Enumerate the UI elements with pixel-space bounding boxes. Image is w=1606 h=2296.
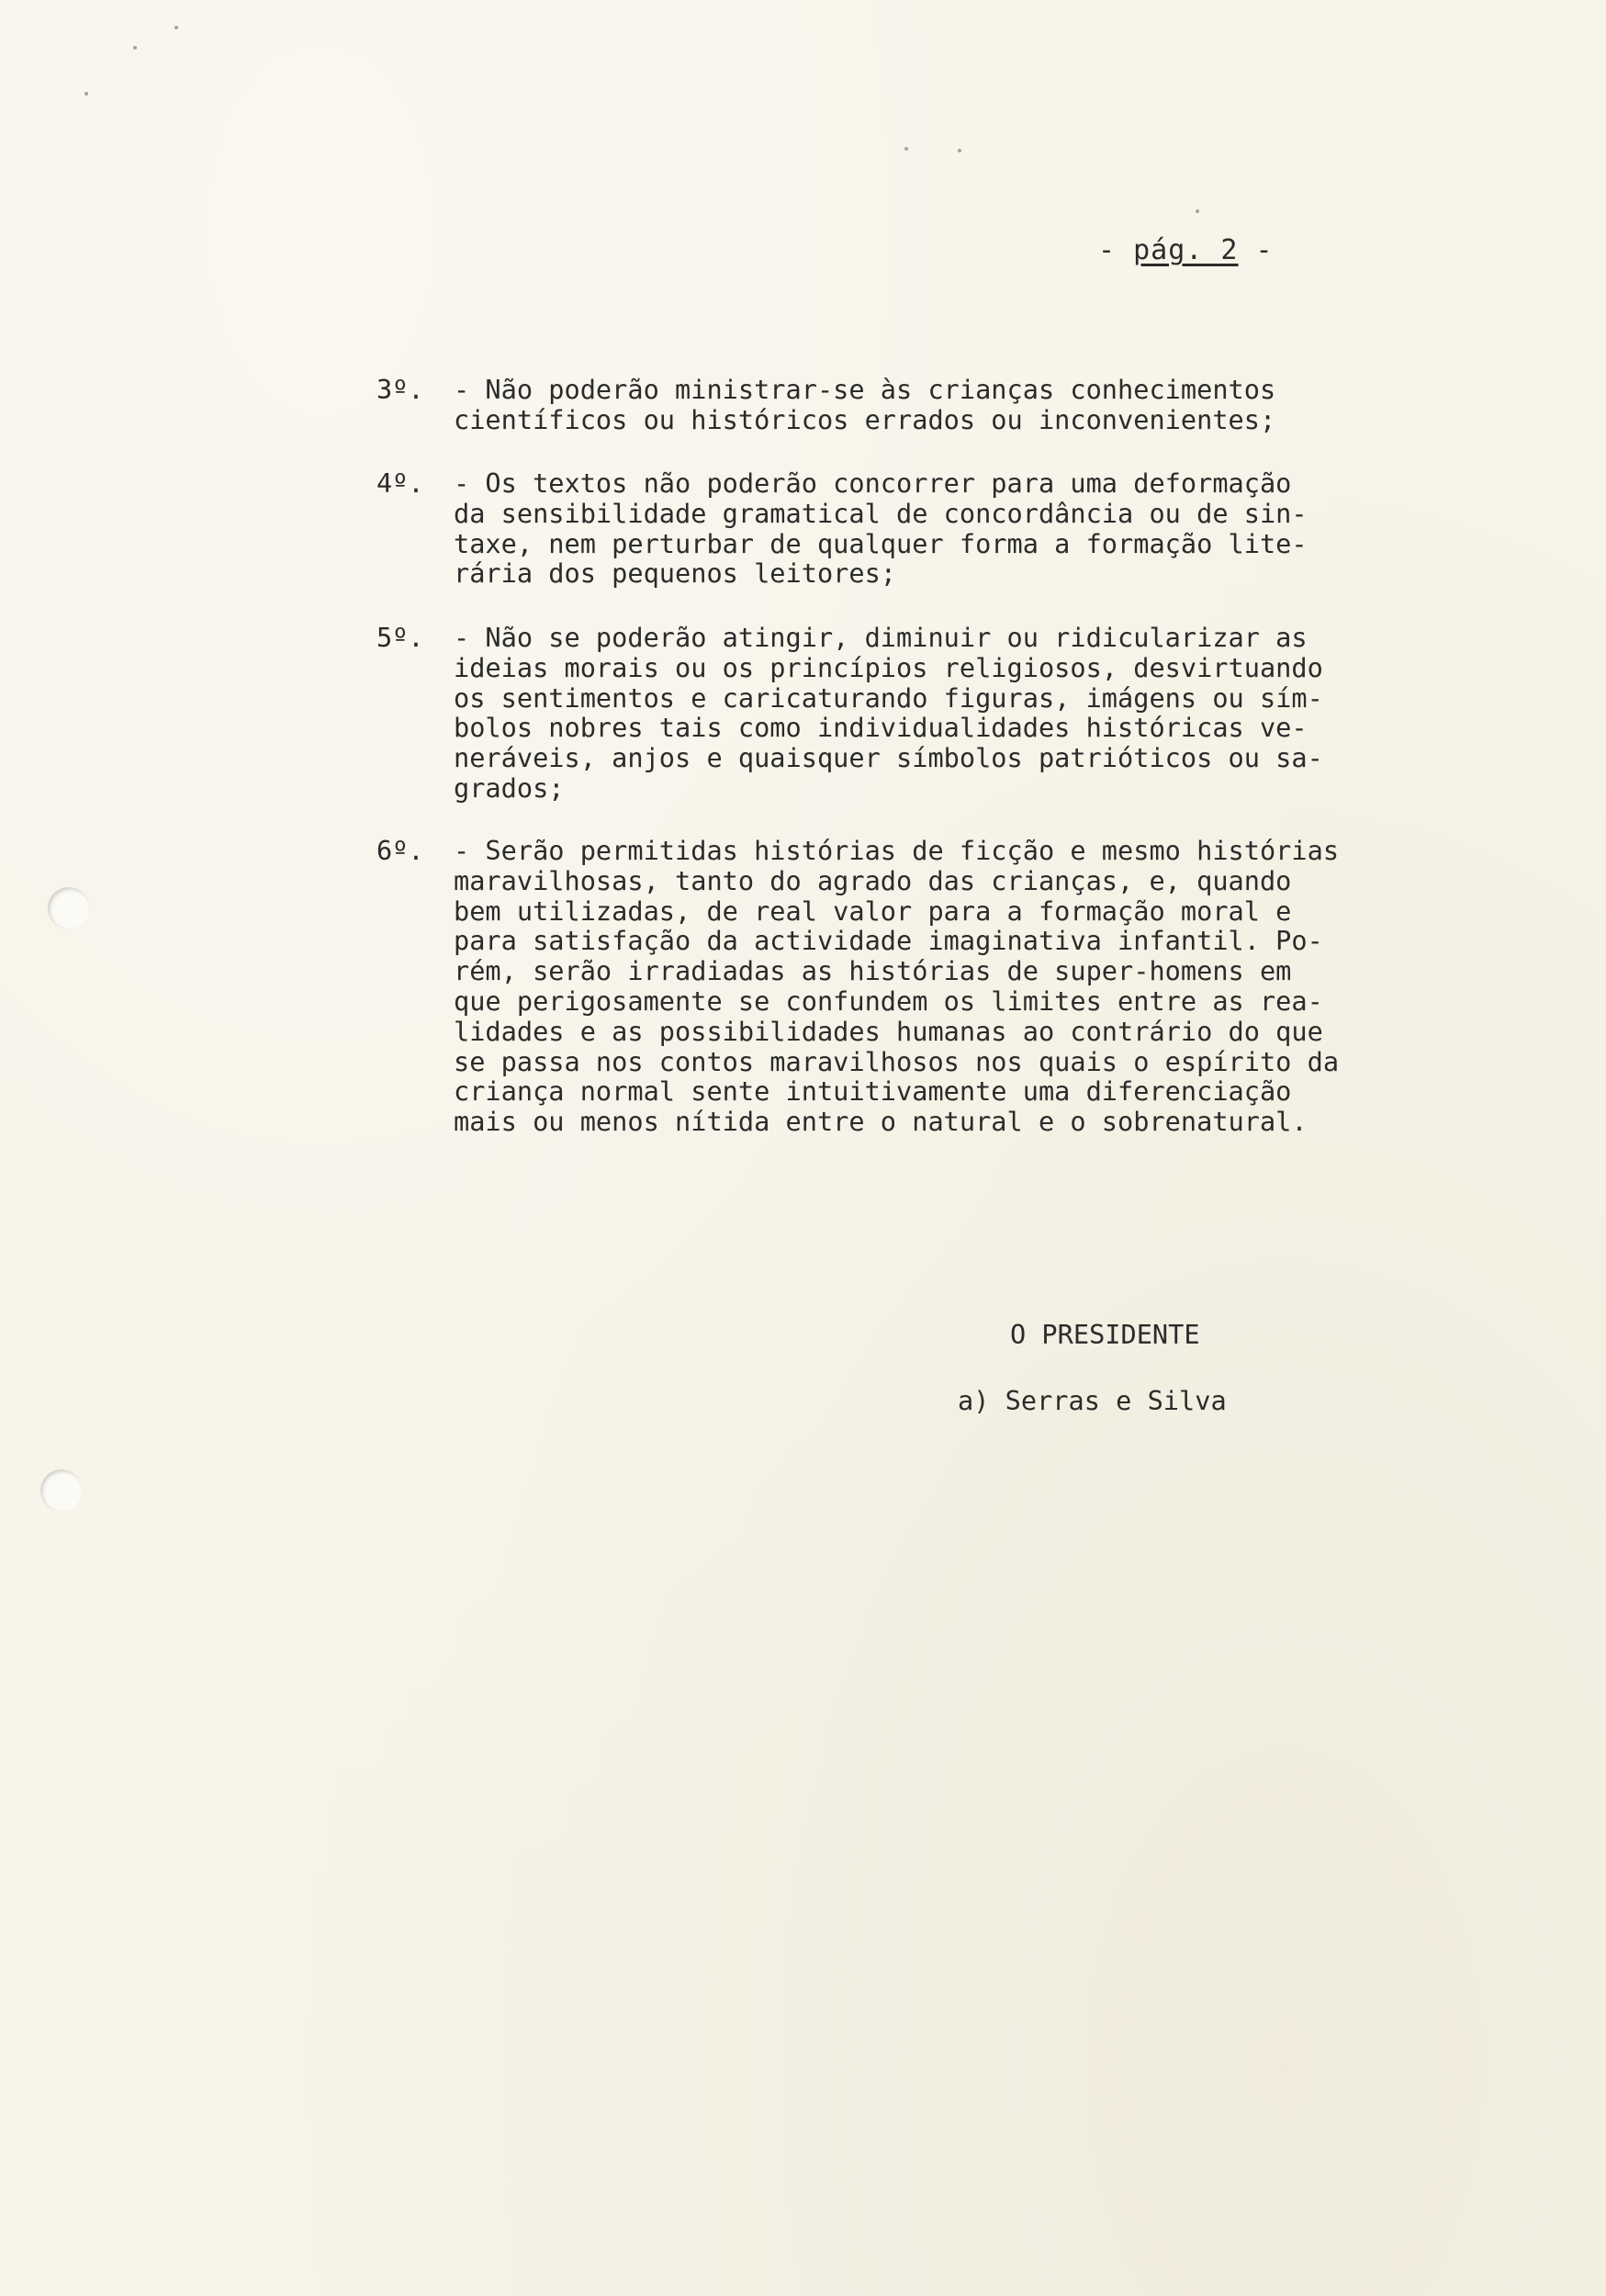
clause-number: 4º. <box>376 467 424 499</box>
clause-line: grados; <box>454 771 565 804</box>
clause-line: rária dos pequenos leitores; <box>454 557 897 590</box>
signature-title: O PRESIDENTE <box>1010 1319 1200 1350</box>
clause-line: - Serão permitidas histórias de ficção e mesmo histórias <box>454 835 1340 866</box>
clause-line: lidades e as possibilidades humanas ao contrário do que <box>454 1015 1323 1047</box>
clause-line: rém, serão irradiadas as histórias de super-homens em <box>454 955 1292 987</box>
clause-line: que perigosamente se confundem os limites entre as rea- <box>454 985 1323 1017</box>
clause-line: neráveis, anjos e quaisquer símbolos patrióticos ou sa- <box>454 742 1323 774</box>
clause-number: 5º. <box>376 622 424 653</box>
clause-line: da sensibilidade gramatical de concordância ou de sin- <box>454 497 1308 529</box>
punch-hole-top <box>48 887 90 929</box>
clause-line: ideias morais ou os princípios religiosos, desvirtuando <box>454 651 1323 683</box>
clause-number: 6º. <box>376 835 424 866</box>
clause-line: taxe, nem perturbar de qualquer forma a formação lite- <box>454 527 1308 559</box>
clause-5 <box>376 623 1515 804</box>
ink-speck <box>84 92 88 96</box>
clause-line: mais ou menos nítida entre o natural e o sobrenatural. <box>454 1106 1308 1138</box>
ink-speck <box>1196 209 1199 213</box>
clause-line: bolos nobres tais como individualidades históricas ve- <box>454 712 1308 744</box>
clause-line: bem utilizadas, de real valor para a formação moral e <box>454 895 1292 927</box>
page-number <box>1098 234 1274 266</box>
ink-speck <box>133 46 137 50</box>
clause-3 <box>376 375 1515 435</box>
ink-speck <box>904 147 908 151</box>
clause-line: científicos ou históricos errados ou inconvenientes; <box>454 403 1276 435</box>
clause-line: - Não poderão ministrar-se às crianças conhecimentos <box>454 374 1276 405</box>
clause-6 <box>376 836 1515 1137</box>
clause-number: 3º. <box>376 374 424 405</box>
clause-line: criança normal sente intuitivamente uma diferenciação <box>454 1075 1292 1108</box>
page-number-suffix: - <box>1238 234 1274 266</box>
ink-speck <box>174 26 178 29</box>
ink-speck <box>958 149 961 152</box>
clause-line: se passa nos contos maravilhosos nos quais o espírito da <box>454 1045 1340 1077</box>
clause-line: - Não se poderão atingir, diminuir ou ridicularizar as <box>454 622 1308 653</box>
clause-line: maravilhosas, tanto do agrado das crianças, e, quando <box>454 864 1292 896</box>
page-number-prefix: - <box>1098 234 1134 266</box>
page-number-text: pág. 2 <box>1133 234 1239 266</box>
punch-hole-bottom <box>40 1469 83 1512</box>
clause-4 <box>376 468 1515 589</box>
signature-name: a) Serras e Silva <box>958 1385 1227 1416</box>
clause-line: para satisfação da actividade imaginativa infantil. Po- <box>454 925 1323 957</box>
clause-line: - Os textos não poderão concorrer para uma deformação <box>454 467 1292 499</box>
clause-line: os sentimentos e caricaturando figuras, imágens ou sím- <box>454 681 1323 714</box>
